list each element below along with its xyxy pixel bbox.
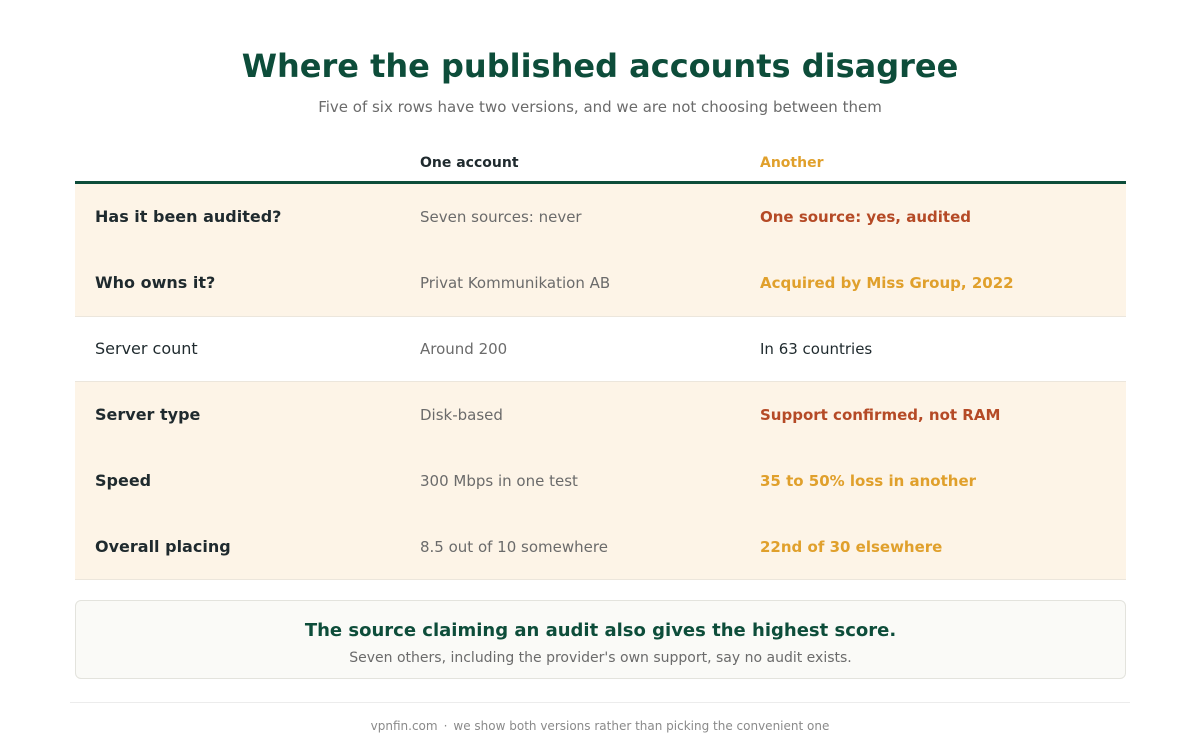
table-row-server-count [75, 316, 1126, 382]
column-header-one-account: One account [420, 155, 519, 171]
row-another-value: One source: yes, audited [760, 208, 971, 226]
footer-note: we show both versions rather than picking the convenient one [453, 719, 830, 733]
footer-site: vpnfin.com [370, 719, 438, 733]
row-another-value: Acquired by Miss Group, 2022 [760, 274, 1014, 292]
row-another-value: Support confirmed, not RAM [760, 406, 1001, 424]
page-subtitle: Five of six rows have two versions, and we are not choosing between them [318, 98, 882, 116]
table-row-audited [75, 184, 1126, 250]
row-label: Server type [95, 405, 201, 424]
comparison-table [75, 146, 1126, 580]
summary-callout [75, 600, 1126, 679]
table-row-speed [75, 448, 1126, 514]
callout-body: Seven others, including the provider's own support, say no audit exists. [349, 650, 852, 666]
row-label: Server count [95, 339, 198, 358]
row-label: Who owns it? [95, 273, 216, 292]
row-one-account-value: Privat Kommunikation AB [420, 274, 611, 292]
footer [0, 718, 1200, 734]
row-one-account-value: Disk-based [420, 406, 503, 424]
row-another-value: In 63 countries [760, 340, 873, 358]
page-title: Where the published accounts disagree [241, 47, 959, 85]
row-label: Has it been audited? [95, 207, 282, 226]
table-row-owner [75, 250, 1126, 316]
table-row-overall-placing [75, 514, 1126, 580]
row-another-value: 35 to 50% loss in another [760, 472, 977, 490]
column-header-another: Another [760, 155, 824, 171]
footer-separator: · [443, 719, 448, 733]
row-another-value: 22nd of 30 elsewhere [760, 537, 943, 556]
row-one-account-value: 8.5 out of 10 somewhere [420, 537, 608, 556]
table-header [75, 146, 1126, 184]
row-one-account-value: Around 200 [420, 340, 508, 358]
table-row-server-type [75, 382, 1126, 448]
row-label: Overall placing [95, 536, 231, 556]
row-one-account-value: 300 Mbps in one test [420, 472, 578, 490]
footer-divider [70, 702, 1130, 703]
row-label: Speed [95, 471, 152, 490]
row-one-account-value: Seven sources: never [420, 208, 582, 226]
callout-headline: The source claiming an audit also gives the highest score. [304, 620, 897, 641]
